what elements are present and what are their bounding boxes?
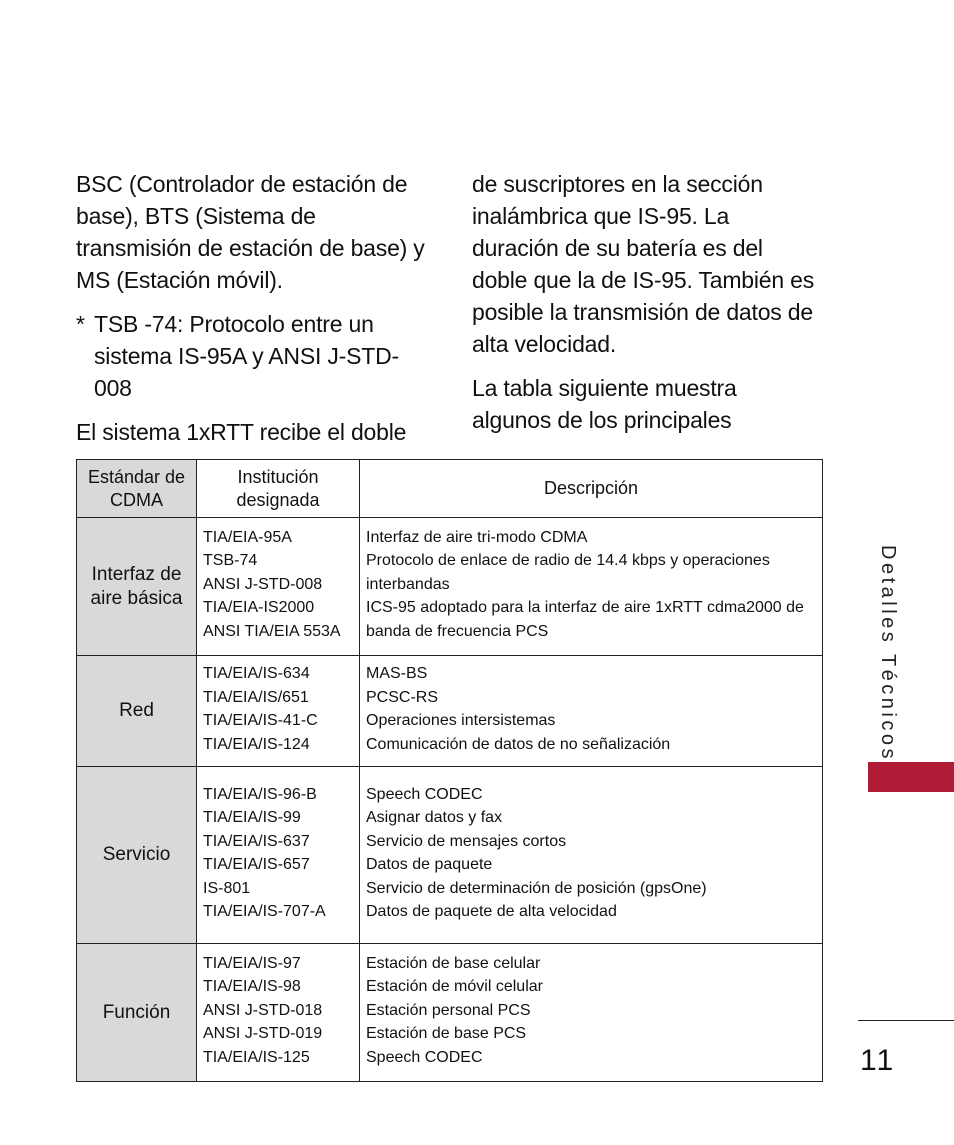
description-cell xyxy=(360,944,823,1082)
standard-cell: Servicio xyxy=(77,767,197,944)
description-entry: Estación de móvil celular xyxy=(366,978,543,996)
header-standard: Estándar de CDMA xyxy=(77,460,197,518)
header-description: Descripción xyxy=(360,460,823,518)
institution-entry: TIA/EIA/IS-41-C xyxy=(203,712,318,729)
bullet-text: TSB -74: Protocolo entre un sistema IS-95A y ANSI J-STD-008 xyxy=(94,311,399,401)
intro-paragraph: BSC (Controlador de estación de base), BTS (Sistema de transmisión de estación de base) y MS (Estación móvil). xyxy=(76,171,425,293)
description-entry: ICS-95 adoptado para la interfaz de aire 1xRTT cdma2000 de banda de frecuencia PCS xyxy=(366,599,804,640)
left-text-column xyxy=(76,168,426,460)
description-entry: Asignar datos y fax xyxy=(366,809,503,826)
institution-entry: ANSI J-STD-018 xyxy=(203,1001,323,1019)
page-number: 11 xyxy=(860,1044,896,1077)
description-entry: Speech CODEC xyxy=(366,1048,483,1066)
description-entry: PCSC-RS xyxy=(366,688,439,706)
institution-cell xyxy=(197,767,360,944)
description-entry: Estación personal PCS xyxy=(366,1001,531,1019)
institution-entry: IS-801 xyxy=(203,879,251,897)
institution-entry: TIA/EIA/IS/651 xyxy=(203,688,309,706)
standard-cell: Función xyxy=(77,944,197,1082)
institution-entry: TSB-74 xyxy=(203,552,258,570)
section-side-label: Detalles Técnicos xyxy=(877,545,899,762)
institution-entry: TIA/EIA/IS-124 xyxy=(203,735,310,753)
institution-entry: TIA/EIA/IS-634 xyxy=(203,665,310,682)
section-tab-marker xyxy=(868,762,954,792)
description-entry: Servicio de mensajes cortos xyxy=(366,832,567,850)
description-entry: Interfaz de aire tri-modo CDMA xyxy=(366,528,588,546)
description-cell xyxy=(360,518,823,656)
description-entry: Comunicación de datos de no señalización xyxy=(366,735,671,753)
table-intro-paragraph: La tabla siguiente muestra algunos de los principales xyxy=(472,375,737,433)
table-row xyxy=(77,656,823,767)
institution-cell xyxy=(197,656,360,767)
description-cell xyxy=(360,656,823,767)
description-entry: MAS-BS xyxy=(366,665,428,682)
standard-cell: Interfaz de aire básica xyxy=(77,518,197,656)
institution-cell xyxy=(197,944,360,1082)
page-number-divider xyxy=(858,1020,954,1021)
table-row xyxy=(77,944,823,1082)
bullet-marker: * xyxy=(76,311,85,337)
description-entry: Datos de paquete de alta velocidad xyxy=(366,903,617,920)
institution-entry: TIA/EIA/IS-98 xyxy=(203,978,301,996)
institution-entry: TIA/EIA/IS-97 xyxy=(203,954,301,972)
institution-entry: ANSI TIA/EIA 553A xyxy=(203,622,341,640)
institution-entry: ANSI J-STD-019 xyxy=(203,1025,323,1043)
institution-entry: TIA/EIA-IS2000 xyxy=(203,599,315,617)
institution-entry: ANSI J-STD-008 xyxy=(203,575,323,593)
institution-entry: TIA/EIA/IS-637 xyxy=(203,832,310,850)
description-entry: Operaciones intersistemas xyxy=(366,712,556,729)
institution-entry: TIA/EIA/IS-125 xyxy=(203,1048,310,1066)
right-text-column xyxy=(472,168,817,448)
description-entry: Estación de base celular xyxy=(366,954,541,972)
continuation-paragraph: de suscriptores en la sección inalámbrica que IS-95. La duración de su batería es del doble que la de IS-95. También es posible la transmisión de datos de alta velocidad. xyxy=(472,171,815,357)
institution-entry: TIA/EIA/IS-99 xyxy=(203,809,301,826)
description-cell xyxy=(360,767,823,944)
institution-entry: TIA/EIA/IS-96-B xyxy=(203,785,317,803)
standard-cell: Red xyxy=(77,656,197,767)
table-header-row xyxy=(77,460,823,518)
description-entry: Estación de base PCS xyxy=(366,1025,527,1043)
description-entry: Servicio de determinación de posición (gpsOne) xyxy=(366,879,707,897)
description-entry: Protocolo de enlace de radio de 14.4 kbps y operaciones interbandas xyxy=(366,552,770,593)
cdma-standards-table xyxy=(76,459,823,1082)
onexrtt-paragraph: El sistema 1xRTT recibe el doble xyxy=(76,419,407,445)
bullet-item xyxy=(76,308,426,404)
institution-entry: TIA/EIA/IS-657 xyxy=(203,856,310,873)
institution-cell xyxy=(197,518,360,656)
table-row xyxy=(77,767,823,944)
description-entry: Datos de paquete xyxy=(366,856,493,873)
institution-entry: TIA/EIA-95A xyxy=(203,528,292,546)
table-row xyxy=(77,518,823,656)
header-institution: Institución designada xyxy=(197,460,360,518)
description-entry: Speech CODEC xyxy=(366,785,483,803)
institution-entry: TIA/EIA/IS-707-A xyxy=(203,903,326,920)
